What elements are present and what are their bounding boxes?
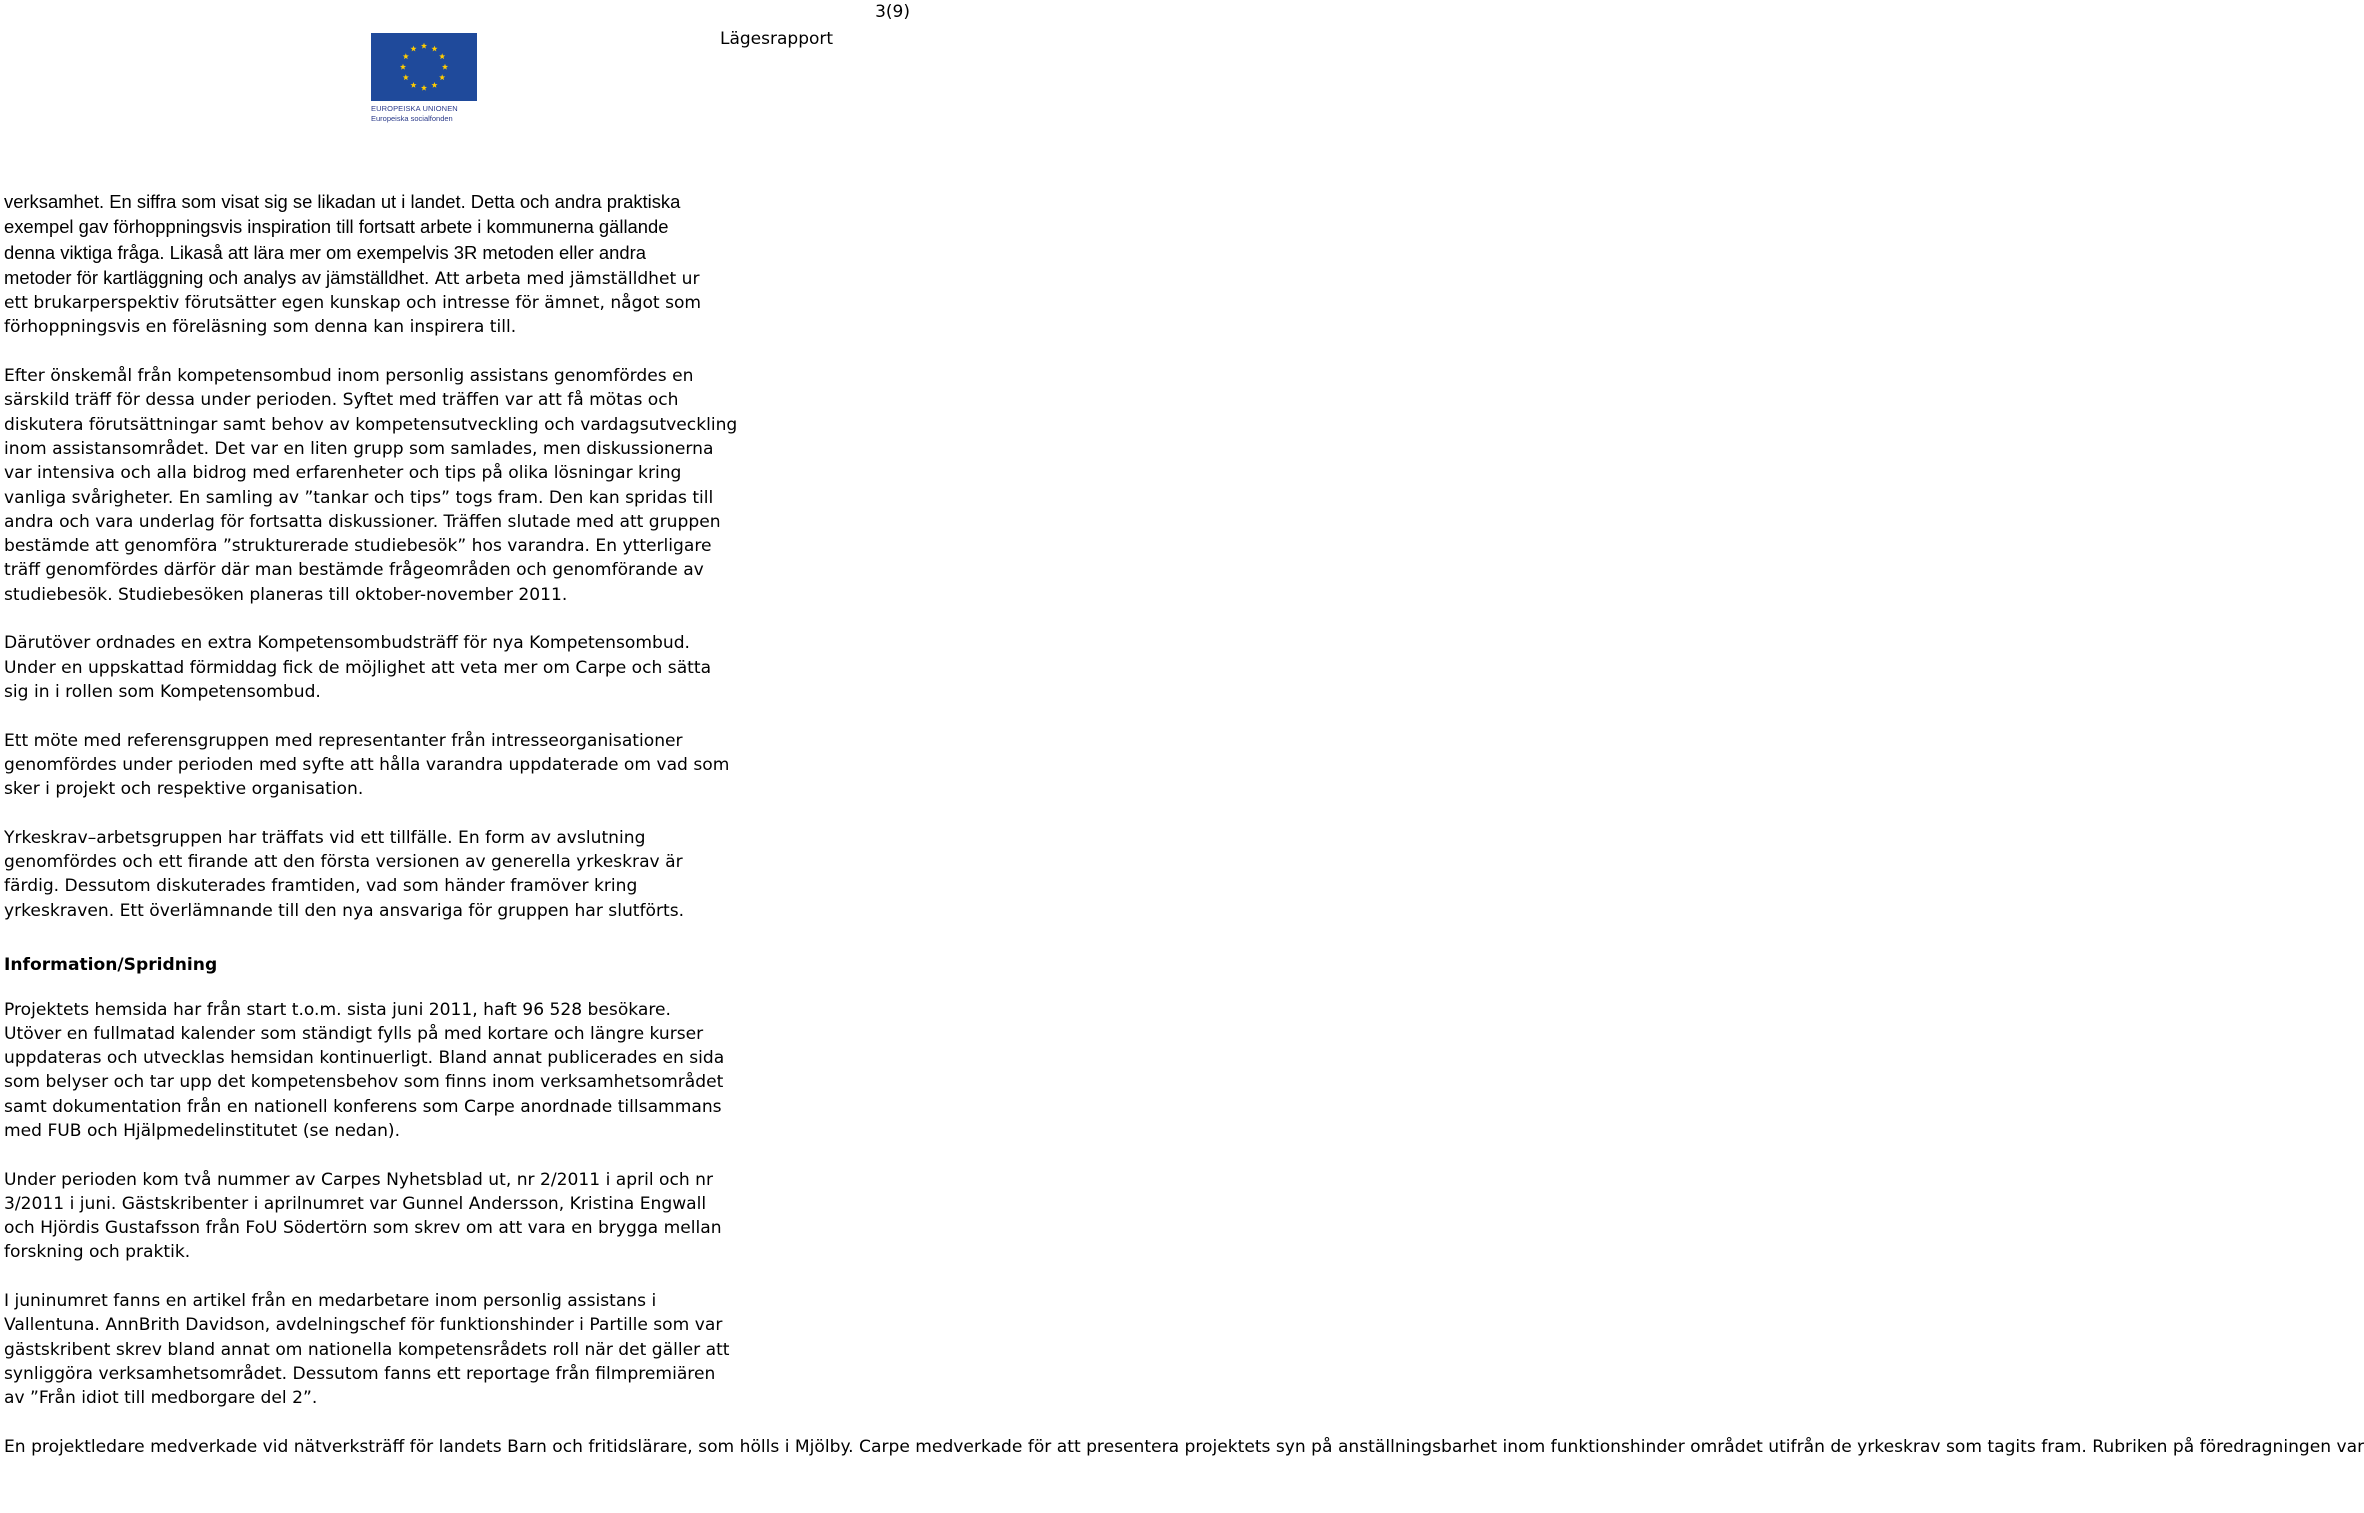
star-icon — [431, 82, 437, 88]
paragraph-3: Därutöver ordnades en extra Kompetensombudsträff för nya Kompetensombud. Under en uppskattad förmiddag fick de möjlighet att veta mer om Carpe och sätta sig in i rollen som Kompetensombud. — [4, 633, 712, 702]
paragraph-6: Projektets hemsida har från start t.o.m. sista juni 2011, haft 96 528 besökare. Utöver en fullmatad kalender som ständigt fylls på med kortare och längre kurser uppdateras och utvecklas hemsidan kontinuerligt. Bland annat publicerades en sida som belyser och tar upp det kompetensbehov som finns inom verksamhetsområdet samt dokumentation från en nationell konferens som Carpe anordnade tillsammans med FUB och Hjälpmedelinstitutet (se nedan). — [4, 999, 725, 1141]
star-icon — [439, 53, 445, 59]
star-icon — [431, 46, 437, 52]
page-number: 3(9) — [875, 2, 910, 22]
eu-flag-icon — [371, 33, 477, 101]
paragraph-1-end: Att arbeta med jämställdhet ur ett brukarperspektiv förutsätter egen kunskap och intresse för ämnet, något som förhoppningsvis en föreläsning som denna kan inspirera till. — [4, 268, 702, 338]
star-icon — [439, 74, 445, 80]
star-icon — [421, 43, 427, 49]
star-icon — [403, 74, 409, 80]
paragraph-1 — [4, 190, 960, 340]
eu-stars — [371, 33, 477, 101]
star-icon — [442, 64, 448, 70]
document-body — [4, 190, 2364, 1483]
star-icon — [410, 46, 416, 52]
star-icon — [403, 53, 409, 59]
paragraph-8: I juninumret fanns en artikel från en medarbetare inom personlig assistans i Vallentuna. AnnBrith Davidson, avdelningschef för funktionshinder i Partille som var gästskribent skrev bland annat om nationella kompetensrådets roll när det gäller att synliggöra verksamhetsområdet. Dessutom fanns ett reportage från filmpremiären av ”Från idiot till medborgare del 2”. — [4, 1291, 730, 1409]
logo-text-union: EUROPEISKA UNIONEN — [371, 104, 458, 113]
star-icon — [421, 85, 427, 91]
paragraph-5: Yrkeskrav–arbetsgruppen har träffats vid ett tillfälle. En form av avslutning genomfördes och ett firande att den första versionen av generella yrkeskrav är färdig. Dessutom diskuterades framtiden, vad som händer framöver kring yrkeskraven. Ett överlämnande till den nya ansvariga för gruppen har slutförts. — [4, 827, 685, 921]
paragraph-9: En projektledare medverkade vid nätverksträff för landets Barn och fritidslärare, som hölls i Mjölby. Carpe medverkade för att presentera projektets syn på anställningsbarhet inom funktionshinder området utifrån de yrkeskrav som tagits fram. Rubriken på föredragningen var — [4, 1436, 2364, 1457]
star-icon — [400, 64, 406, 70]
star-icon — [410, 82, 416, 88]
paragraph-1-start: verksamhet. En siffra som visat sig se likadan ut i landet. Detta och andra praktiska exempel gav förhoppningsvis inspiration till fortsatt arbete i kommunerna gällande denna viktiga fråga. Likaså att lära mer om exempelvis 3R metoden eller andra metoder för kartläggning och analys av jämställdhet. — [4, 191, 681, 288]
logo-text-fund: Europeiska socialfonden — [371, 114, 453, 123]
document-type: Lägesrapport — [720, 29, 834, 49]
paragraph-2: Efter önskemål från kompetensombud inom personlig assistans genomfördes en särskild träff för dessa under perioden. Syftet med träffen var att få mötas och diskutera förutsättningar samt behov av kompetensutveckling och vardagsutveckling inom assistansområdet. Det var en liten grupp som samlades, men diskussionerna var intensiva och alla bidrog med erfarenheter och tips på olika lösningar kring vanliga svårigheter. En samling av ”tankar och tips” togs fram. Den kan spridas till andra och vara underlag för fortsatta diskussioner. Träffen slutade med att gruppen bestämde att genomföra ”strukturerade studiebesök” hos varandra. En ytterligare träff genomfördes därför där man bestämde frågeområden och genomförande av studiebesök. Studiebesöken planeras till oktober-november 2011. — [4, 366, 738, 605]
section-heading: Information/Spridning — [4, 955, 218, 976]
eu-logo — [371, 33, 477, 128]
paragraph-4: Ett möte med referensgruppen med representanter från intresseorganisationer genomfördes under perioden med syfte att hålla varandra uppdaterade om vad som sker i projekt och respektive organisation. — [4, 730, 730, 800]
paragraph-7: Under perioden kom två nummer av Carpes Nyhetsblad ut, nr 2/2011 i april och nr 3/2011 i juni. Gästskribenter i aprilnumret var Gunnel Andersson, Kristina Engwall och Hjördis Gustafsson från FoU Södertörn som skrev om att vara en brygga mellan forskning och praktik. — [4, 1169, 722, 1263]
